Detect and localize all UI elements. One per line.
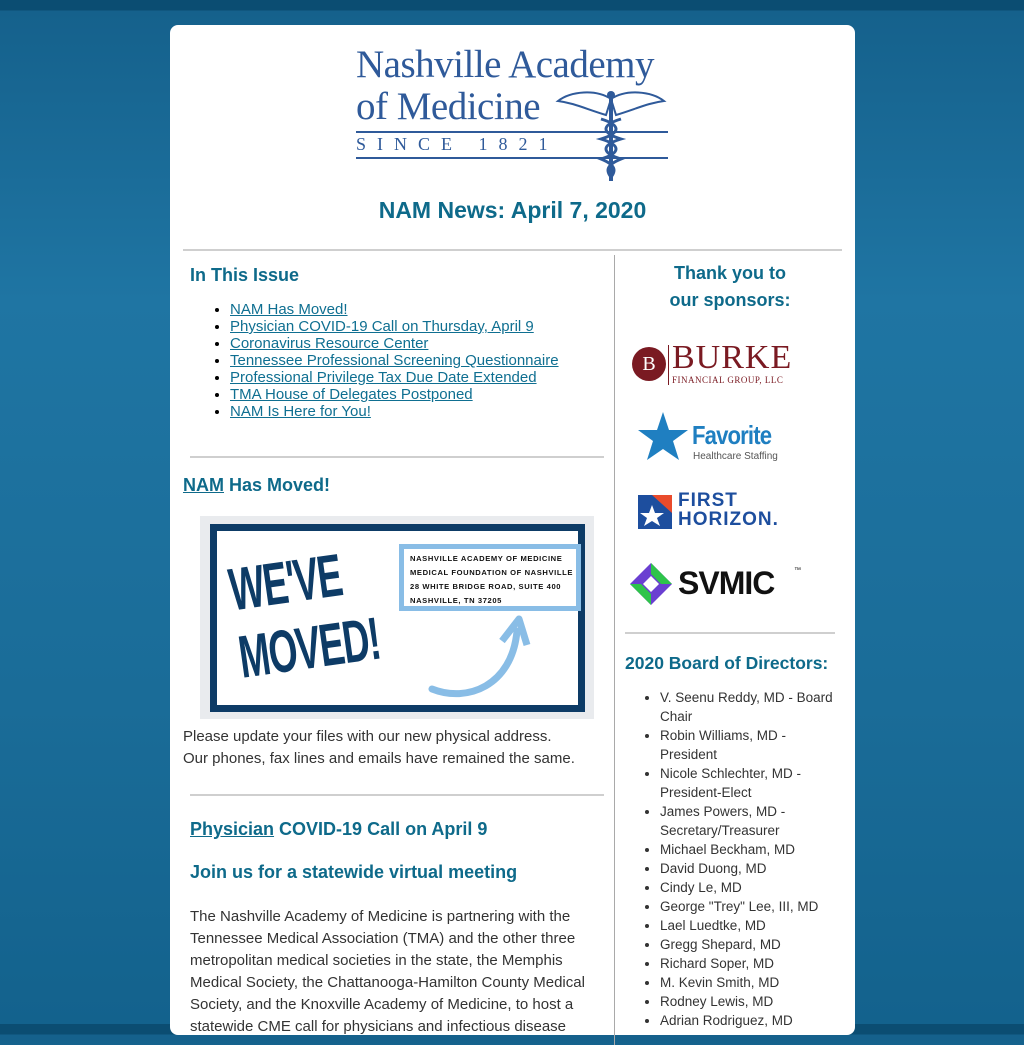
image-frame — [210, 524, 585, 712]
toc-item — [230, 335, 559, 352]
board-member: • Cindy Le, MD — [660, 878, 840, 897]
sponsor-name: FIRST — [678, 490, 738, 511]
board-member: • Michael Beckham, MD — [660, 840, 840, 859]
heading-text: Has Moved! — [224, 475, 331, 495]
board-member: • Rodney Lewis, MD — [660, 992, 840, 1011]
covid-heading — [190, 819, 487, 840]
nam-link[interactable]: NAM — [183, 475, 224, 495]
weve-moved-text: WE'VE MOVED! — [225, 541, 384, 691]
logo-since: SINCE 1821 — [356, 134, 559, 154]
thanks-line: our sponsors: — [669, 290, 791, 310]
board-member: • Richard Soper, MD — [660, 954, 840, 973]
toc-list — [230, 301, 559, 420]
toc-item — [230, 301, 559, 318]
moved-paragraph — [183, 726, 603, 770]
moved-line: Our phones, fax lines and emails have remained the same. — [183, 750, 575, 767]
toc-link[interactable]: Tennessee Professional Screening Questionnaire — [230, 352, 559, 369]
image-address-box — [399, 544, 581, 611]
trademark: ™ — [794, 567, 801, 574]
board-member: • James Powers, MD - Secretary/Treasurer — [660, 802, 840, 840]
sponsor-name-2: HORIZON. — [678, 509, 779, 530]
divider — [190, 794, 604, 796]
sponsor-name: Favorite — [692, 420, 772, 450]
board-member: • Nicole Schlechter, MD - President-Elect — [660, 764, 840, 802]
nam-logo — [356, 45, 670, 180]
star-icon — [636, 410, 690, 464]
toc-link[interactable]: Professional Privilege Tax Due Date Extended — [230, 369, 537, 386]
column-divider — [614, 255, 615, 1045]
arrow-icon — [427, 611, 537, 701]
sponsor-rule — [668, 345, 669, 385]
newsletter-card — [170, 25, 855, 1035]
toc-item — [230, 318, 559, 335]
toc-link[interactable]: Coronavirus Resource Center — [230, 335, 429, 352]
toc-link[interactable]: NAM Is Here for You! — [230, 403, 371, 420]
toc-item — [230, 386, 559, 403]
sponsor-name: BURKE — [672, 339, 793, 376]
first-horizon-flag-icon — [638, 495, 672, 529]
address-line: 28 WHITE BRIDGE ROAD, SUITE 400 — [410, 582, 562, 591]
moved-heading — [183, 475, 330, 496]
physician-link[interactable]: Physician — [190, 819, 275, 839]
address-line: NASHVILLE, TN 37205 — [410, 596, 503, 605]
divider — [625, 632, 835, 634]
image-big-text — [225, 541, 384, 691]
toc-item — [230, 369, 559, 386]
caduceus-icon — [556, 89, 666, 181]
toc-link[interactable]: TMA House of Delegates Postponed — [230, 386, 473, 403]
heading-text: COVID-19 Call on April 9 — [274, 819, 488, 839]
covid-subheading: Join us for a statewide virtual meeting — [190, 862, 518, 882]
board-member: • David Duong, MD — [660, 859, 840, 878]
sponsor-sub: Healthcare Staffing — [693, 451, 778, 462]
board-list — [660, 688, 840, 1030]
address-line: NASHVILLE ACADEMY OF MEDICINE — [410, 554, 563, 563]
newsletter-title: NAM News: April 7, 2020 — [378, 197, 647, 223]
logo-line-2: of Medicine — [356, 85, 541, 128]
board-member: • George "Trey" Lee, III, MD — [660, 897, 840, 916]
svmic-diamond-icon — [630, 563, 672, 605]
toc-item — [230, 352, 559, 369]
moved-line: Please update your files with our new physical address. — [183, 728, 552, 745]
board-member: • V. Seenu Reddy, MD - Board Chair — [660, 688, 840, 726]
address-line: MEDICAL FOUNDATION OF NASHVILLE — [410, 568, 574, 577]
toc-link[interactable]: Physician COVID-19 Call on Thursday, April 9 — [230, 318, 534, 335]
toc-link[interactable]: NAM Has Moved! — [230, 301, 348, 318]
board-member: • M. Kevin Smith, MD — [660, 973, 840, 992]
sponsor-name: SVMIC — [678, 565, 775, 601]
board-member: • Lael Luedtke, MD — [660, 916, 840, 935]
board-member: • Adrian Rodriguez, MD — [660, 1011, 840, 1030]
logo-line-1: Nashville Academy — [356, 43, 654, 86]
burke-seal-icon: B — [632, 347, 666, 381]
divider — [183, 249, 842, 251]
sponsors-heading — [625, 260, 835, 314]
toc-item — [230, 403, 559, 420]
board-heading: 2020 Board of Directors: — [625, 653, 829, 673]
covid-paragraph: The Nashville Academy of Medicine is partnering with the Tennessee Medical Association (TMA) and the other three metropolitan medical societies in the state, the Memphis Medical Society, the Chattanooga-Hamilton County Medical Society, and the Knoxville Academy of Medicine, to host a statewide CME call for physicians and infectious disease — [190, 908, 585, 1035]
board-member: • Robin Williams, MD - President — [660, 726, 840, 764]
weve-moved-image — [200, 516, 594, 719]
sponsor-sub: FINANCIAL GROUP, LLC — [672, 375, 784, 385]
thanks-line: Thank you to — [674, 263, 786, 283]
toc-heading: In This Issue — [190, 265, 300, 285]
board-member: • Gregg Shepard, MD — [660, 935, 840, 954]
divider — [190, 456, 604, 458]
